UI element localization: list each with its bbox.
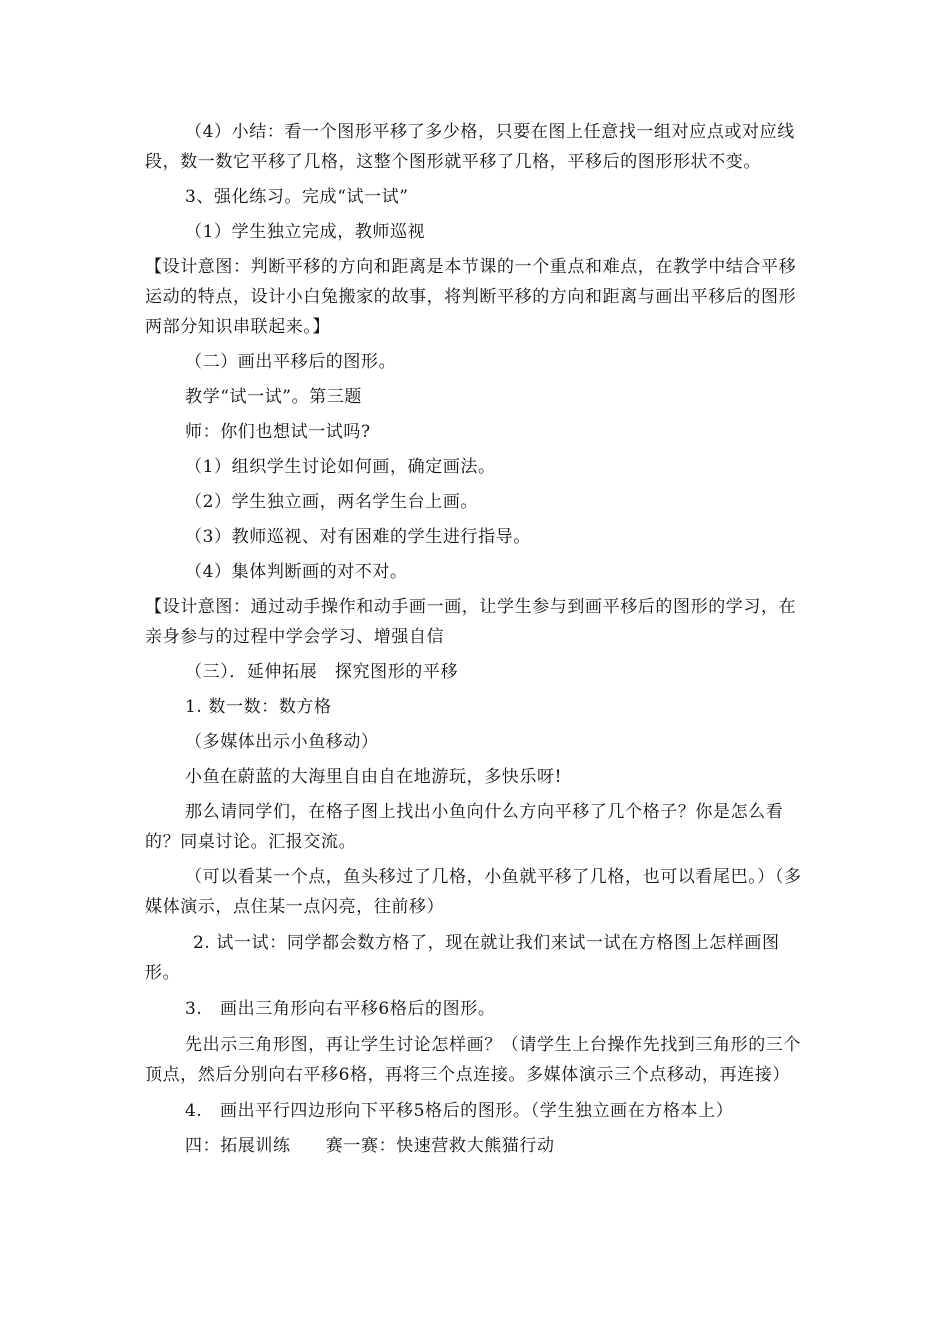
document-body [145,117,810,1161]
practice-heading: 3、强化练习。完成“试一试” [185,187,409,207]
list-item: （1）学生独立完成，教师巡视 [185,222,426,242]
text-line: 4. 画出平行四边形向下平移5格后的图形。（学生独立画在方格本上） [185,1101,734,1121]
text-paragraph: 那么请同学们，在格子图上找出小鱼向什么方向平移了几个格子？你是怎么看的？同桌讨论。汇报交流。 [145,802,784,852]
text-line: 1. 数一数：数方格 [185,697,332,717]
text-paragraph: 2. 试一试：同学都会数方格了，现在就让我们来试一试在方格图上怎样画图形。 [145,933,780,983]
text-line: 3. 画出三角形向右平移6格后的图形。 [185,999,496,1019]
list-item: （4）集体判断画的对不对。 [185,562,408,582]
text-paragraph: （可以看某一个点，鱼头移过了几格，小鱼就平移了几格，也可以看尾巴。）（多媒体演示，点住某一点闪亮，往前移） [145,867,802,917]
section-heading: （二）画出平移后的图形。 [185,352,397,372]
text-line: 教学“试一试”。第三题 [185,387,362,407]
text-line: 小鱼在蔚蓝的大海里自由自在地游玩，多快乐呀! [185,767,563,787]
section-heading: （三）．延伸拓展 探究图形的平移 [185,662,459,682]
summary-paragraph: （4）小结：看一个图形平移了多少格，只要在图上任意找一组对应点或对应线段，数一数它平移了几格，这整个图形就平移了几格，平移后的图形形状不变。 [145,122,795,172]
section-heading: 四：拓展训练 赛一赛：快速营救大熊猫行动 [185,1136,555,1156]
design-intent-paragraph: 【设计意图：通过动手操作和动手画一画，让学生参与到画平移后的图形的学习，在亲身参与的过程中学会学习、增强自信 [145,597,797,647]
text-paragraph: 先出示三角形图，再让学生讨论怎样画？（请学生上台操作先找到三角形的三个顶点，然后分别向右平移6格，再将三个点连接。多媒体演示三个点移动，再连接） [145,1035,801,1085]
text-line: 师：你们也想试一试吗? [185,422,371,442]
list-item: （2）学生独立画，两名学生台上画。 [185,492,479,512]
list-item: （3）教师巡视、对有困难的学生进行指导。 [185,527,531,547]
design-intent-paragraph: 【设计意图：判断平移的方向和距离是本节课的一个重点和难点，在教学中结合平移运动的特点，设计小白兔搬家的故事，将判断平移的方向和距离与画出平移后的图形两部分知识串联起来。】 [145,257,797,337]
text-line: （多媒体出示小鱼移动） [185,732,379,752]
list-item: （1）组织学生讨论如何画，确定画法。 [185,457,496,477]
